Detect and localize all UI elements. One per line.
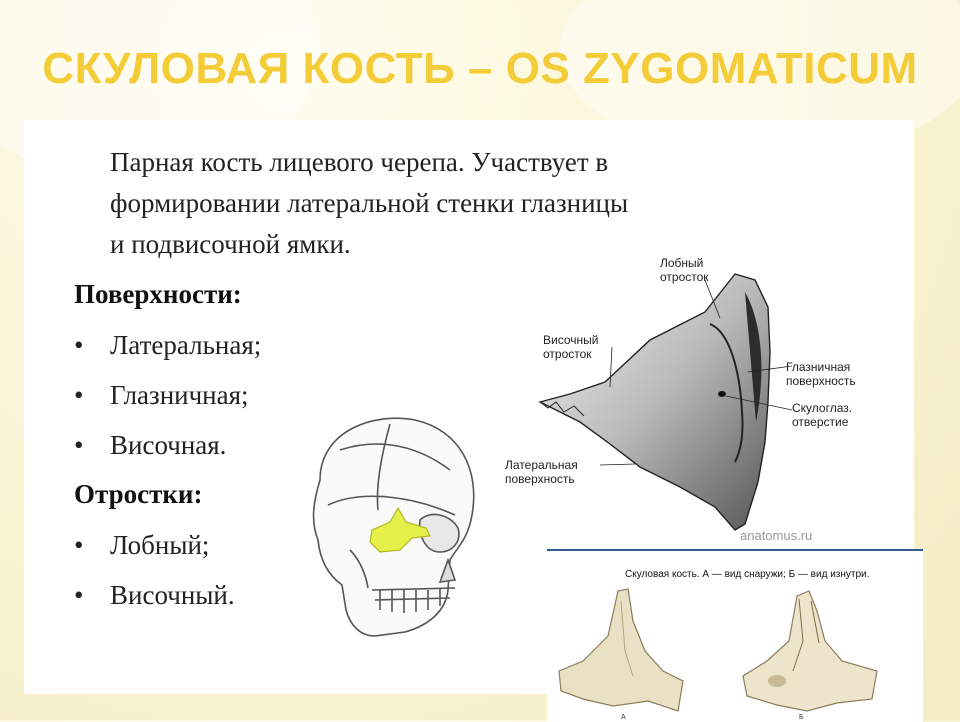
slide-title: СКУЛОВАЯ КОСТЬ – OS ZYGOMATICUM [42, 44, 918, 93]
list-item-text: Височный. [110, 580, 235, 610]
inset-panel [547, 549, 923, 722]
description-line: и подвисочной ямки. [110, 229, 351, 259]
description-line: формировании латеральной стенки глазницы [110, 188, 629, 218]
label-temporal-process [543, 333, 598, 361]
inset-label-a: А [621, 714, 626, 721]
label-line: отросток [543, 347, 592, 361]
list-item-text: Височная. [110, 430, 227, 460]
label-line: отросток [660, 270, 709, 284]
bullet-marker: • [74, 530, 84, 560]
label-zygomaticoorbital-foramen [792, 401, 852, 429]
surfaces-heading: Поверхности: [74, 279, 242, 309]
list-item [74, 580, 235, 611]
label-line: отверстие [792, 415, 849, 429]
label-line: Латеральная [505, 458, 578, 472]
label-line: поверхность [786, 374, 856, 388]
label-line: поверхность [505, 472, 575, 486]
inset-label-b: Б [799, 714, 804, 721]
processes-heading: Отростки: [74, 479, 203, 509]
description-paragraph [110, 142, 810, 265]
watermark: anatomus.ru [740, 528, 813, 543]
zygomatic-bone-diagram [530, 262, 800, 540]
bone-view-outside [553, 581, 693, 721]
label-line: Лобный [660, 256, 704, 270]
description-line: Парная кость лицевого черепа. Участвует в [110, 147, 609, 177]
label-frontal-process [660, 256, 709, 284]
skull-illustration [280, 410, 490, 642]
bullet-marker: • [74, 330, 84, 360]
inset-caption: Скуловая кость. А — вид снаружи; Б — вид изнутри. [625, 569, 870, 580]
bullet-marker: • [74, 430, 84, 460]
list-item-text: Глазничная; [110, 380, 249, 410]
list-item [74, 430, 226, 461]
list-item-text: Латеральная; [110, 330, 262, 360]
list-item-text: Лобный; [110, 530, 210, 560]
label-lateral-surface [505, 458, 578, 486]
bullet-marker: • [74, 580, 84, 610]
label-line: Скулоглаз. [792, 401, 853, 415]
bone-view-inside [737, 581, 887, 721]
label-line: Глазничная [786, 360, 851, 374]
bullet-marker: • [74, 380, 84, 410]
label-orbital-surface [786, 360, 856, 388]
list-item [74, 530, 209, 561]
list-item [74, 330, 261, 361]
list-item [74, 380, 249, 411]
label-line: Височный [543, 333, 599, 347]
